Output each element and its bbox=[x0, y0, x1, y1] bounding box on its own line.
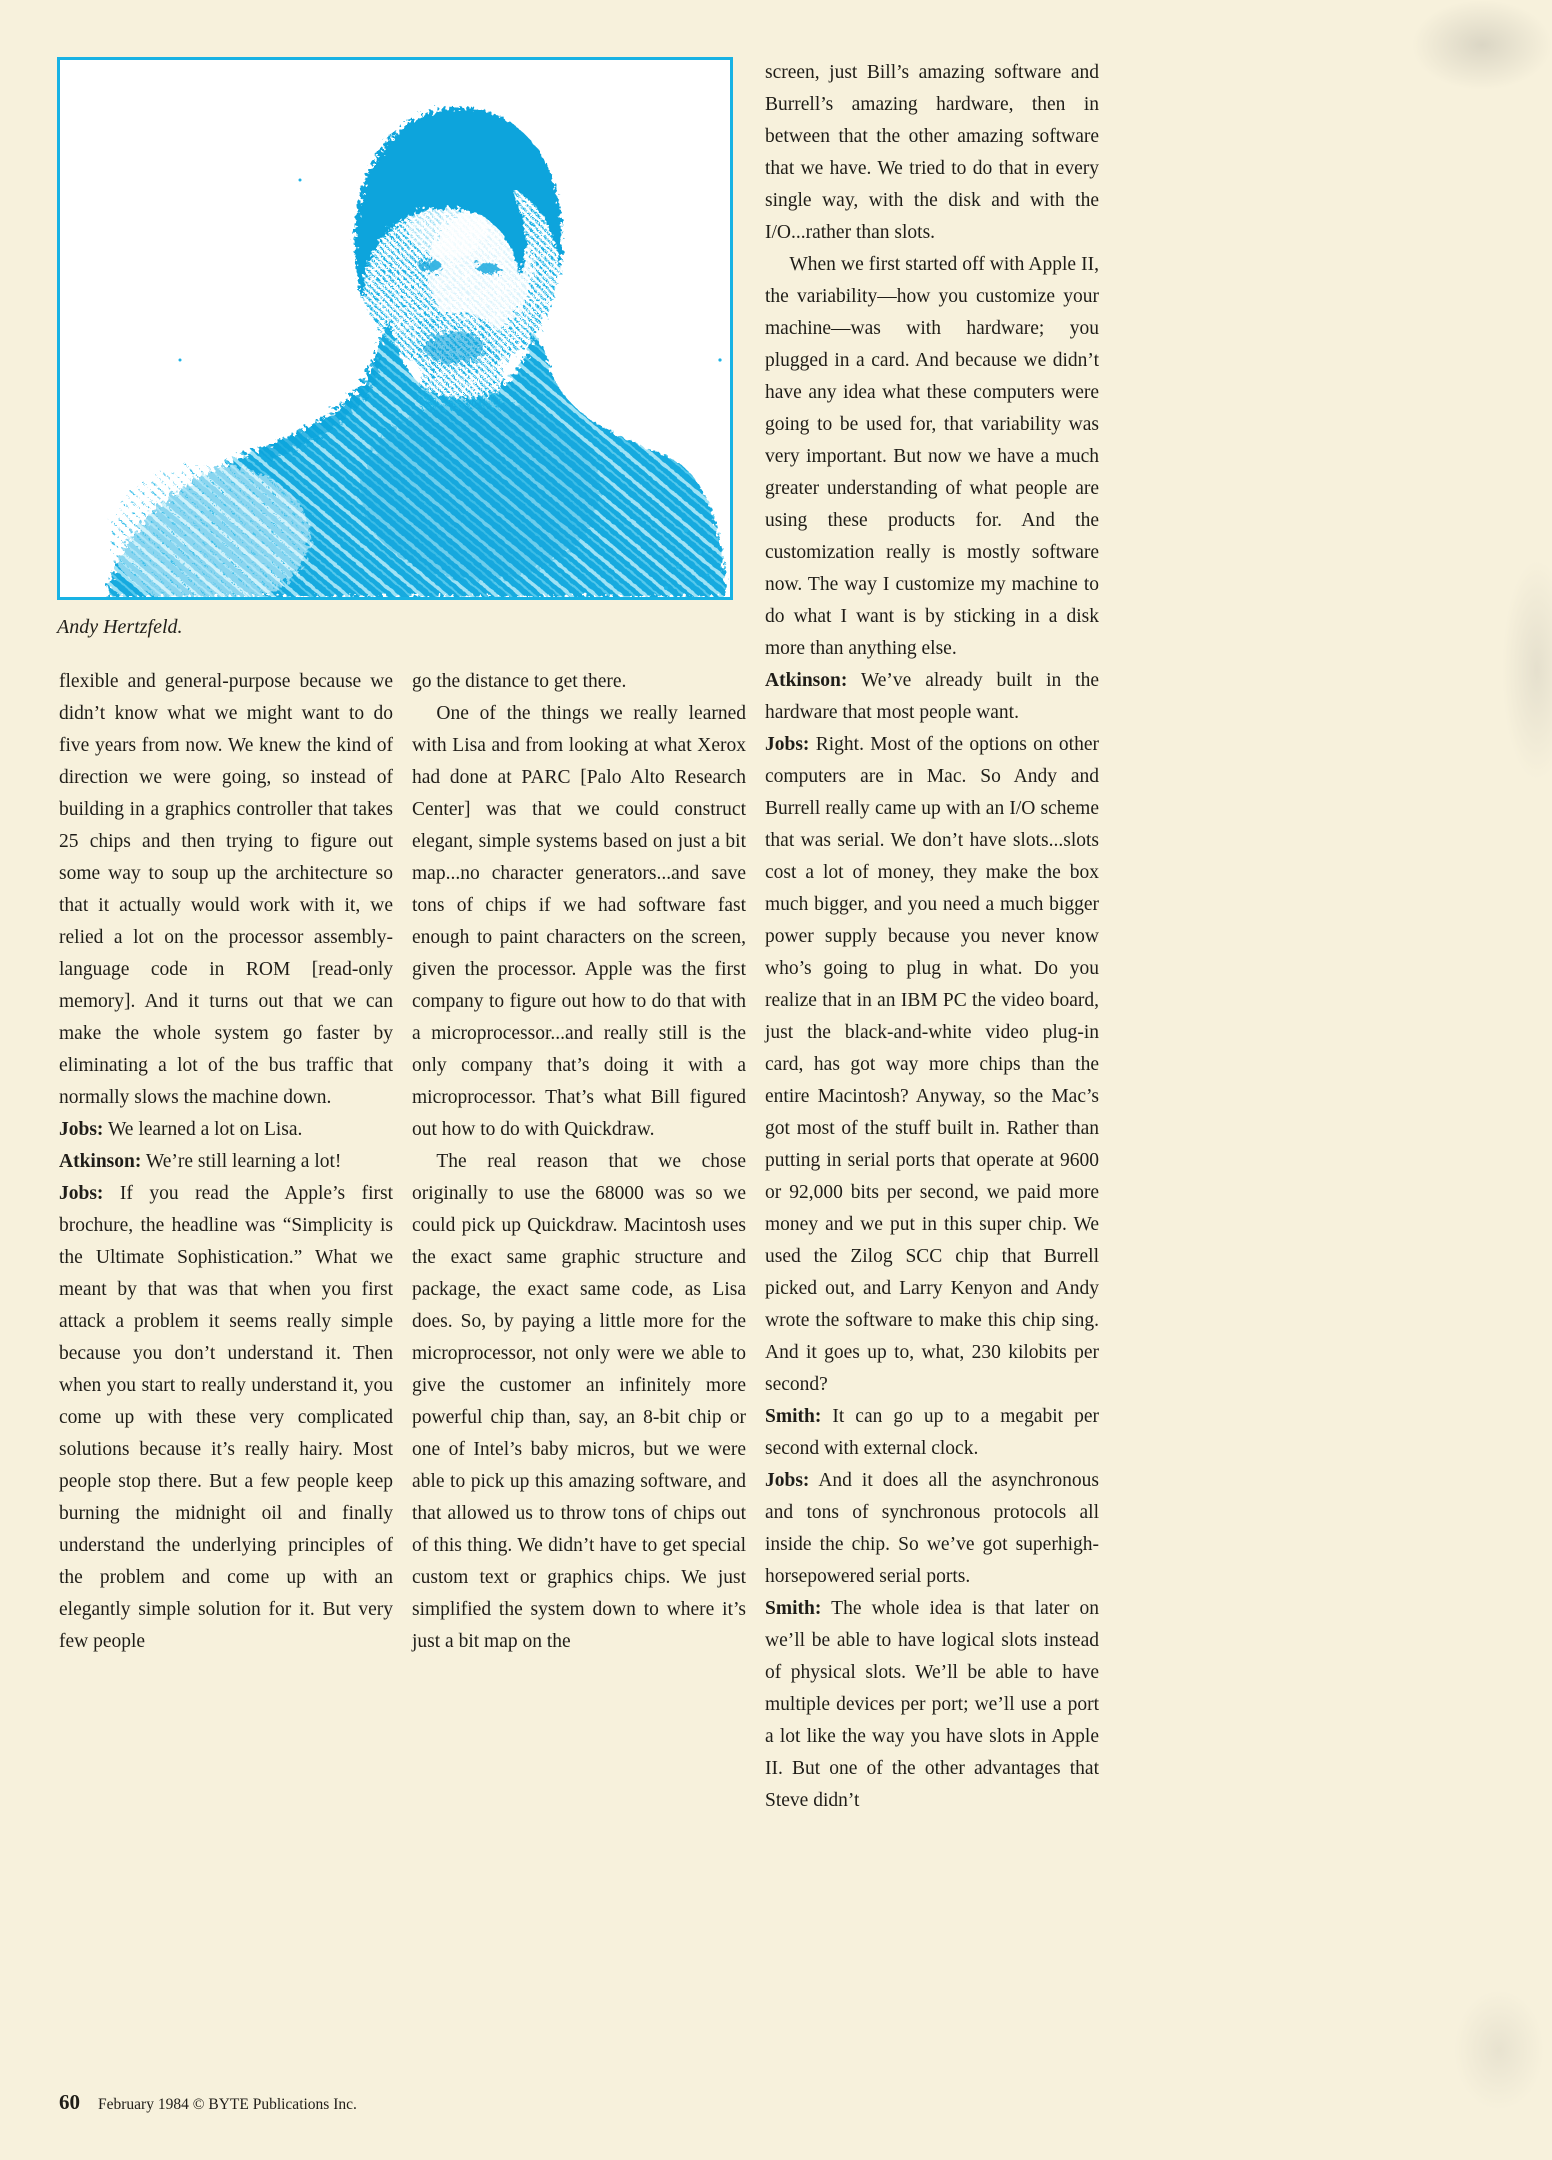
speaker-label: Smith: bbox=[765, 1406, 822, 1427]
article-paragraph: Atkinson: We’ve already built in the hardware that most people want. bbox=[765, 670, 1099, 723]
article-column-right bbox=[765, 57, 1099, 1817]
article-paragraph: The real reason that we chose originally to use the 68000 was so we could pick up Quickdraw. Macintosh uses the exact same graphic structure and package, the exact same code, as Lisa does. So, by paying a little more for the microprocessor, not only were we able to give the customer an infinitely more powerful chip than, say, an 8-bit chip or one of Intel’s baby micros, but we were able to pick up this amazing software, and that allowed us to throw tons of chips out of this thing. We didn’t have to get special custom text or graphics chips. We just simplified the system down to where it’s just a bit map on the bbox=[412, 1151, 746, 1652]
article-column-middle bbox=[412, 666, 746, 1658]
article-paragraph: Jobs: We learned a lot on Lisa. bbox=[59, 1119, 303, 1140]
article-paragraph: Smith: It can go up to a megabit per second with external clock. bbox=[765, 1406, 1099, 1459]
page-footer bbox=[59, 2090, 357, 2115]
article-paragraph: screen, just Bill’s amazing software and Burrell’s amazing hardware, then in between that the other amazing software that we have. We tried to do that in every single way, with the disk and with the I/O...rather than slots. bbox=[765, 62, 1099, 243]
scan-artifact bbox=[1502, 560, 1552, 780]
footer-credit: February 1984 © BYTE Publications Inc. bbox=[98, 2096, 357, 2113]
photo-figure bbox=[57, 57, 733, 639]
speaker-label: Atkinson: bbox=[765, 670, 848, 691]
article-paragraph: Jobs: If you read the Apple’s first brochure, the headline was “Simplicity is the Ultimate Sophistication.” What we meant by that was that when you first attack a problem it seems really simple because you don’t understand it. Then when you start to really understand it, you come up with these very complicated solutions because it’s really hairy. Most people stop there. But a few people keep burning the midnight oil and finally understand the underlying principles of the problem and come up with an elegantly simple solution for it. But very few people bbox=[59, 1183, 393, 1652]
portrait-photo bbox=[57, 57, 733, 600]
article-paragraph: flexible and general-purpose because we didn’t know what we might want to do five years from now. We knew the kind of direction we were going, so instead of building in a graphics controller that takes 25 chips and then trying to figure out some way to soup up the architecture so that it actually would work with it, we relied a lot on the processor assembly-language code in ROM [read-only memory]. And it turns out that we can make the whole system go faster by eliminating a lot of the bus traffic that normally slows the machine down. bbox=[59, 671, 393, 1108]
scan-artifact bbox=[1412, 0, 1552, 90]
speaker-label: Jobs: bbox=[765, 734, 810, 755]
scan-artifact bbox=[1454, 1990, 1544, 2110]
speaker-label: Atkinson: bbox=[59, 1151, 142, 1172]
speaker-label: Jobs: bbox=[59, 1183, 104, 1204]
article-paragraph: go the distance to get there. bbox=[412, 671, 627, 692]
page-number: 60 bbox=[59, 2090, 80, 2114]
article-paragraph: Jobs: Right. Most of the options on other computers are in Mac. So Andy and Burrell really came up with an I/O scheme that was serial. We don’t have slots...slots cost a lot of money, they make the box much bigger, and you need a much bigger power supply because you never know who’s going to plug in what. Do you realize that in an IBM PC the video board, just the black-and-white video plug-in card, has got way more chips than the entire Macintosh? Anyway, so the Mac’s got most of the stuff built in. Rather than putting in serial ports that operate at 9600 or 92,000 bits per second, we paid more money and we put in this super chip. We used the Zilog SCC chip that Burrell picked out, and Larry Kenyon and Andy wrote the software to make this chip sing. And it goes up to, what, 230 kilobits per second? bbox=[765, 734, 1099, 1395]
article-paragraph: One of the things we really learned with Lisa and from looking at what Xerox had done at PARC [Palo Alto Research Center] was that we could construct elegant, simple systems based on just a bit map...no character generators...and save tons of chips if we had software fast enough to paint characters on the screen, given the processor. Apple was the first company to figure out how to do that with a microprocessor...and really still is the only company that’s doing it with a microprocessor. That’s what Bill figured out how to do with Quickdraw. bbox=[412, 703, 746, 1140]
speaker-label: Jobs: bbox=[765, 1470, 810, 1491]
photo-caption: Andy Hertzfeld. bbox=[57, 616, 183, 638]
speaker-label: Jobs: bbox=[59, 1119, 104, 1140]
article-paragraph: Atkinson: We’re still learning a lot! bbox=[59, 1151, 342, 1172]
halftone-portrait-illustration bbox=[60, 60, 730, 597]
speaker-label: Smith: bbox=[765, 1598, 822, 1619]
article-column-left bbox=[59, 666, 393, 1658]
article-paragraph: Smith: The whole idea is that later on we’ll be able to have logical slots instead of physical slots. We’ll be able to have multiple devices per port; we’ll use a port a lot like the way you have slots in Apple II. But one of the other advantages that Steve didn’t bbox=[765, 1598, 1099, 1811]
article-paragraph: Jobs: And it does all the asynchronous and tons of synchronous protocols all inside the chip. So we’ve got superhigh-horsepowered serial ports. bbox=[765, 1470, 1099, 1587]
article-paragraph: When we first started off with Apple II, the variability—how you customize your machine—was with hardware; you plugged in a card. And because we didn’t have any idea what these computers were going to be used for, that variability was very important. But now we have a much greater understanding of what people are using these products for. And the customization really is mostly software now. The way I customize my machine to do what I want is by sticking in a disk more than anything else. bbox=[765, 254, 1099, 659]
